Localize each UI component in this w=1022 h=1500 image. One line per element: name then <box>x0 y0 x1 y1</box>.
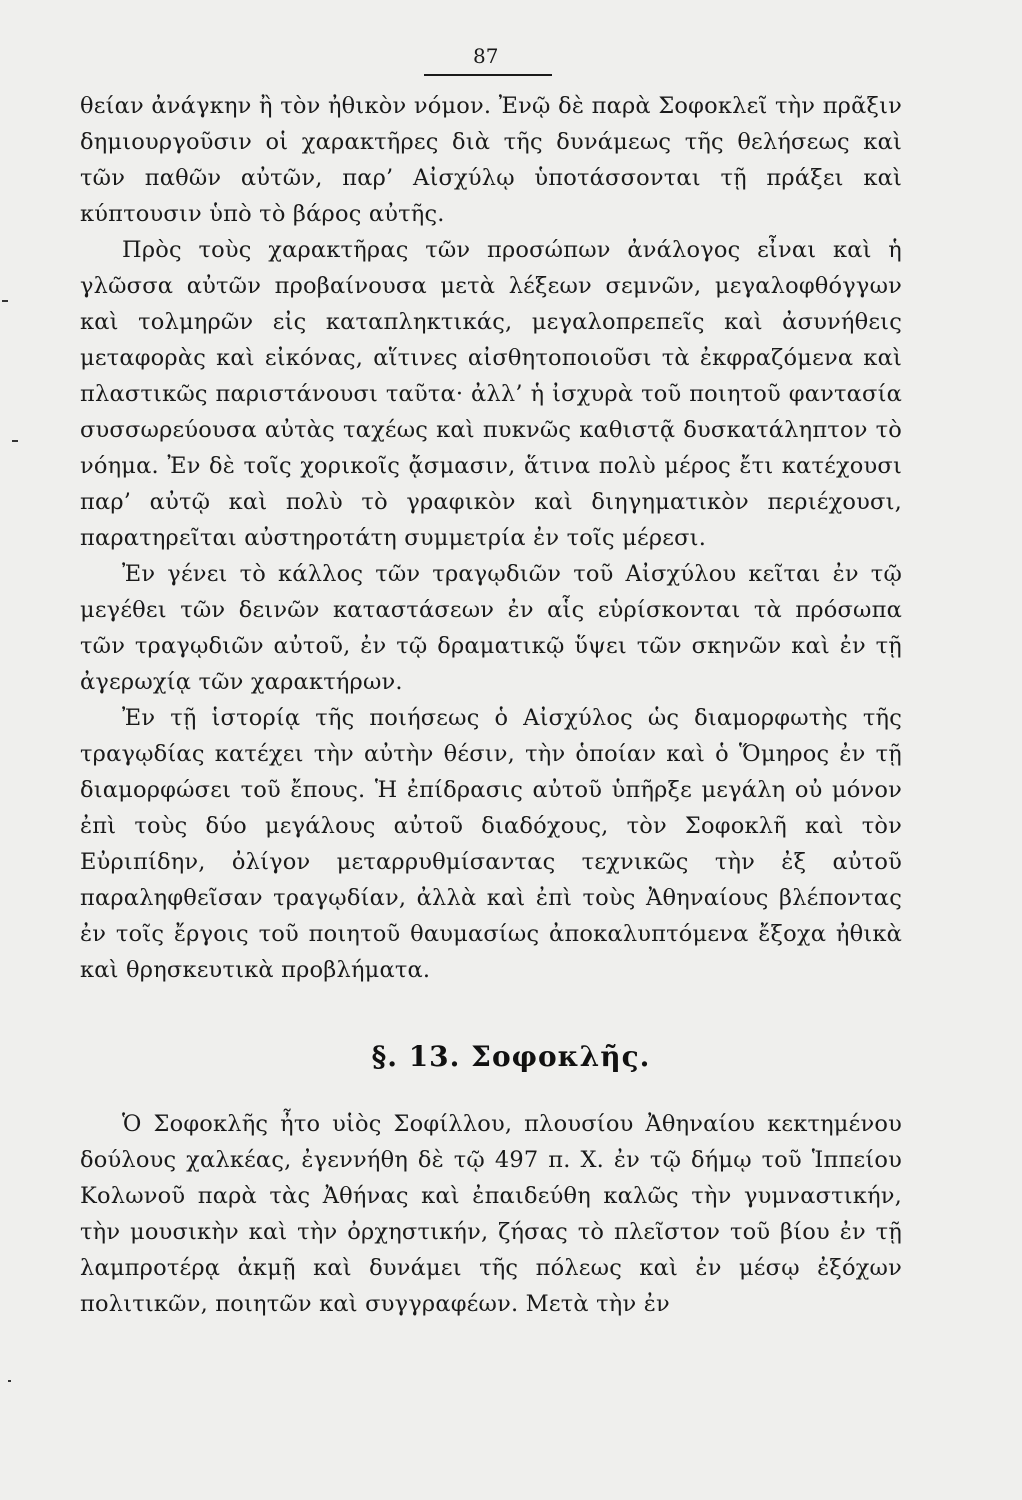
paragraph-2: Πρὸς τοὺς χαρακτῆρας τῶν προσώπων ἀνάλογος εἶναι καὶ ἡ γλῶσσα αὐτῶν προβαίνουσα μετὰ λέξεων σεμνῶν, μεγαλοφθόγγων καὶ τολμηρῶν εἰς καταπληκτικάς, μεγαλοπρεπεῖς καὶ ἀσυνήθεις μεταφορὰς καὶ εἰκόνας, αἵτινες αἰσθητοποιοῦσι τὰ ἐκφραζόμενα καὶ πλαστικῶς παριστάνουσι ταῦτα· ἀλλ’ ἡ ἰσχυρὰ τοῦ ποιητοῦ φαντασία συσσωρεύουσα αὐτὰς ταχέως καὶ πυκνῶς καθιστᾷ δυσκατάληπτον τὸ νόημα. Ἐν δὲ τοῖς χορικοῖς ᾄσμασιν, ἅτινα πολὺ μέρος ἔτι κατέχουσι παρ’ αὐτῷ καὶ πολὺ τὸ γραφικὸν καὶ διηγηματικὸν περιέχουσι, παρατηρεῖται αὐστηροτάτη συμμετρία ἐν τοῖς μέρεσι. <box>80 237 902 551</box>
page-number: 87 <box>473 44 499 68</box>
paragraph-1: θείαν ἀνάγκην ἢ τὸν ἠθικὸν νόμον. Ἐνῷ δὲ παρὰ Σοφοκλεῖ τὴν πρᾶξιν δημιουργοῦσιν οἱ χαρακτῆρες διὰ τῆς δυνάμεως τῆς θελήσεως καὶ τῶν παθῶν αὐτῶν, παρ’ Αἰσχύλῳ ὑποτάσσονται τῇ πράξει καὶ κύπτουσιν ὑπὸ τὸ βάρος αὐτῆς. <box>80 93 902 227</box>
margin-mark <box>8 1380 11 1382</box>
paragraph-4: Ἐν τῇ ἱστορίᾳ τῆς ποιήσεως ὁ Αἰσχύλος ὡς διαμορφωτὴς τῆς τραγῳδίας κατέχει τὴν αὐτὴν θέσιν, τὴν ὁποίαν καὶ ὁ Ὅμηρος ἐν τῇ διαμορφώσει τοῦ ἔπους. Ἡ ἐπίδρασις αὐτοῦ ὑπῆρξε μεγάλη οὐ μόνον ἐπὶ τοὺς δύο μεγάλους αὐτοῦ διαδόχους, τὸν Σοφοκλῆ καὶ τὸν Εὐριπίδην, ὀλίγον μεταρρυθμίσαντας τεχνικῶς τὴν ἐξ αὐτοῦ παραληφθεῖσαν τραγῳδίαν, ἀλλὰ καὶ ἐπὶ τοὺς Ἀθηναίους βλέποντας ἐν τοῖς ἔργοις τοῦ ποιητοῦ θαυμασίως ἀποκαλυπτόμενα ἔξοχα ἠθικὰ καὶ θρησκευτικὰ προβλήματα. <box>80 705 902 983</box>
paragraph-3: Ἐν γένει τὸ κάλλος τῶν τραγῳδιῶν τοῦ Αἰσχύλου κεῖται ἐν τῷ μεγέθει τῶν δεινῶν καταστάσεων ἐν αἷς εὑρίσκονται τὰ πρόσωπα τῶν τραγῳδιῶν αὐτοῦ, ἐν τῷ δραματικῷ ὕψει τῶν σκηνῶν καὶ ἐν τῇ ἀγερωχίᾳ τῶν χαρακτήρων. <box>80 561 902 695</box>
header-rule <box>424 74 552 76</box>
section-heading: §. 13. Σοφοκλῆς. <box>371 1040 651 1073</box>
section-paragraph-1: Ὁ Σοφοκλῆς ἦτο υἱὸς Σοφίλλου, πλουσίου Ἀθηναίου κεκτημένου δούλους χαλκέας, ἐγεννήθη δὲ τῷ 497 π. Χ. ἐν τῷ δήμῳ τοῦ Ἱππείου Κολωνοῦ παρὰ τὰς Ἀθήνας καὶ ἐπαιδεύθη καλῶς τὴν γυμναστικήν, τὴν μουσικὴν καὶ τὴν ὀρχηστικήν, ζήσας τὸ πλεῖστον τοῦ βίου ἐν τῇ λαμπροτέρᾳ ἀκμῇ καὶ δυνάμει τῆς πόλεως καὶ ἐν μέσῳ ἐξόχων πολιτικῶν, ποιητῶν καὶ συγγραφέων. Μετὰ τὴν ἐν <box>80 1111 902 1317</box>
margin-mark <box>2 300 8 302</box>
main-text <box>80 88 902 988</box>
margin-mark <box>12 440 18 442</box>
section-text <box>80 1106 902 1322</box>
